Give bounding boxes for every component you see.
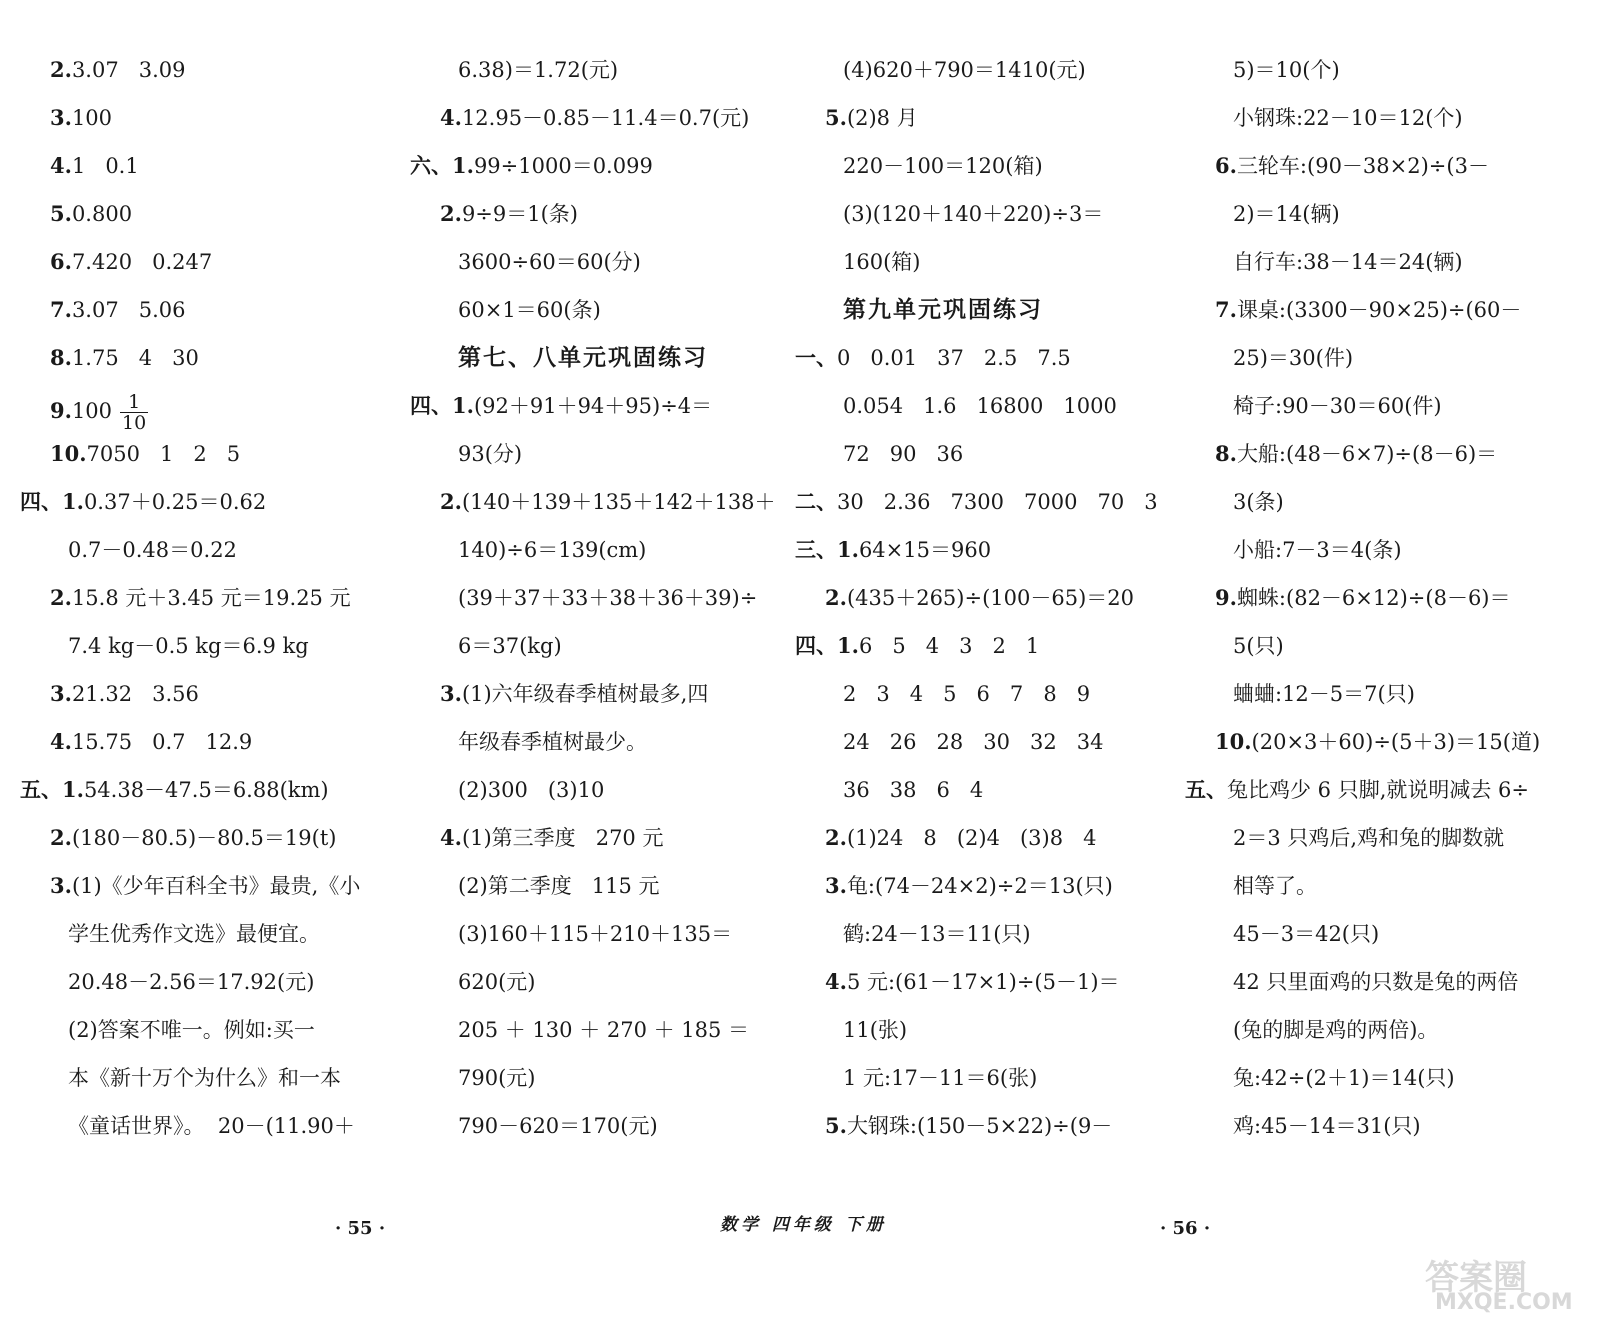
answer-text: 椅子:90－30＝60(件) bbox=[1233, 394, 1442, 418]
question-number: 四、1. bbox=[795, 633, 859, 658]
answer-line bbox=[795, 488, 1158, 516]
answer-text: (20×3＋60)÷(5＋3)＝15(道) bbox=[1251, 730, 1541, 754]
answer-line bbox=[458, 536, 646, 564]
question-number: 2. bbox=[825, 585, 847, 610]
answer-line bbox=[50, 584, 351, 612]
answer-text: 220－100＝120(箱) bbox=[843, 154, 1043, 178]
answer-text: (140＋139＋135＋142＋138＋ bbox=[461, 490, 776, 514]
question-number: 4. bbox=[440, 105, 462, 130]
answer-line bbox=[1233, 392, 1442, 420]
answer-text: 7050 1 2 5 bbox=[86, 442, 241, 466]
answer-text: (1)六年级春季植树最多,四 bbox=[461, 682, 709, 706]
question-number: 3. bbox=[50, 105, 72, 130]
answer-line bbox=[458, 1016, 749, 1044]
answer-line bbox=[50, 824, 336, 852]
answer-line bbox=[795, 632, 1039, 660]
question-number: 四、1. bbox=[410, 393, 474, 418]
question-number: 3. bbox=[50, 873, 72, 898]
answer-text: 小船:7－3＝4(条) bbox=[1233, 538, 1402, 562]
answer-text: 1.75 4 30 bbox=[71, 346, 199, 370]
answer-line bbox=[440, 680, 708, 708]
answer-line bbox=[843, 680, 1090, 708]
question-number: 9. bbox=[50, 398, 72, 423]
answer-text: 自行车:38－14＝24(辆) bbox=[1233, 250, 1463, 274]
answer-line bbox=[458, 968, 535, 996]
answer-text: (435＋265)÷(100－65)＝20 bbox=[846, 586, 1134, 610]
answer-line bbox=[440, 824, 663, 852]
answer-text: 3(条) bbox=[1233, 490, 1284, 514]
answer-line bbox=[50, 440, 240, 468]
answer-text: 11(张) bbox=[843, 1018, 908, 1042]
answer-line bbox=[1233, 488, 1284, 516]
question-number: 5. bbox=[825, 105, 847, 130]
answer-text: (2)300 (3)10 bbox=[458, 778, 605, 802]
answer-text: 大钢珠:(150－5×22)÷(9－ bbox=[846, 1114, 1113, 1138]
answer-line bbox=[843, 920, 1031, 948]
answer-text: 兔:42÷(2＋1)＝14(只) bbox=[1233, 1066, 1455, 1090]
answer-text: 36 38 6 4 bbox=[843, 778, 984, 802]
answer-text: 课桌:(3300－90×25)÷(60－ bbox=[1236, 298, 1522, 322]
answer-line bbox=[1233, 1016, 1438, 1044]
answer-text: 20.48－2.56＝17.92(元) bbox=[68, 970, 315, 994]
answer-text: 100 bbox=[71, 106, 113, 130]
answer-text: 学生优秀作文选》最便宜。 bbox=[68, 922, 320, 946]
answer-line bbox=[440, 488, 776, 516]
answer-text: (1)第三季度 270 元 bbox=[461, 826, 664, 850]
question-number: 五、 bbox=[1185, 777, 1227, 802]
question-number: 二、 bbox=[795, 489, 837, 514]
answer-line bbox=[1233, 536, 1402, 564]
answer-text: 6 5 4 3 2 1 bbox=[858, 634, 1040, 658]
answer-line bbox=[440, 104, 749, 132]
answer-line bbox=[50, 56, 185, 84]
answer-text: (39＋37＋33＋38＋36＋39)÷ bbox=[458, 586, 758, 610]
answer-text: 64×15＝960 bbox=[858, 538, 992, 562]
answer-line bbox=[795, 344, 1071, 372]
answer-text: 1 0.1 bbox=[71, 154, 139, 178]
question-number: 6. bbox=[1215, 153, 1237, 178]
answer-text: 3.07 3.09 bbox=[71, 58, 186, 82]
watermark-logo-text: 答案圈 bbox=[1425, 1258, 1527, 1298]
answer-line bbox=[50, 728, 252, 756]
question-number: 7. bbox=[1215, 297, 1237, 322]
answer-line bbox=[410, 392, 712, 420]
answer-line bbox=[1215, 584, 1511, 612]
answer-text: 《童话世界》。 20－(11.90＋ bbox=[68, 1114, 355, 1138]
answer-line bbox=[843, 56, 1086, 84]
answer-line bbox=[458, 248, 641, 276]
answer-line bbox=[1233, 1112, 1421, 1140]
fraction-denominator: 10 bbox=[122, 412, 147, 434]
answer-text: (3)160＋115＋210＋135＝ bbox=[458, 922, 733, 946]
answer-line bbox=[843, 776, 983, 804]
question-number: 8. bbox=[50, 345, 72, 370]
answer-line bbox=[843, 200, 1103, 228]
answer-text: 相等了。 bbox=[1233, 874, 1317, 898]
question-number: 7. bbox=[50, 297, 72, 322]
answer-text: 鹤:24－13＝11(只) bbox=[843, 922, 1031, 946]
answer-line bbox=[843, 728, 1103, 756]
answer-text: 0 0.01 37 2.5 7.5 bbox=[837, 346, 1071, 370]
answer-line bbox=[458, 920, 732, 948]
question-number: 2. bbox=[50, 585, 72, 610]
fraction-numerator: 1 bbox=[128, 391, 141, 413]
question-number: 5. bbox=[50, 201, 72, 226]
question-number: 2. bbox=[50, 57, 72, 82]
answer-text: 大船:(48－6×7)÷(8－6)＝ bbox=[1236, 442, 1498, 466]
answer-line bbox=[1233, 344, 1353, 372]
answer-line bbox=[1233, 968, 1518, 996]
question-number: 2. bbox=[440, 201, 462, 226]
answer-line bbox=[1233, 248, 1463, 276]
question-number: 2. bbox=[825, 825, 847, 850]
question-number: 四、1. bbox=[20, 489, 84, 514]
answer-text: 本《新十万个为什么》和一本 bbox=[68, 1066, 341, 1090]
answer-text: 99÷1000＝0.099 bbox=[473, 154, 653, 178]
answer-text: 42 只里面鸡的只数是兔的两倍 bbox=[1233, 970, 1519, 994]
answer-line bbox=[410, 152, 653, 180]
answer-text: 15.75 0.7 12.9 bbox=[71, 730, 253, 754]
watermark-logo bbox=[1385, 1250, 1585, 1320]
answer-text: 54.38－47.5＝6.88(km) bbox=[83, 778, 329, 802]
answer-line bbox=[1215, 728, 1540, 756]
question-number: 5. bbox=[825, 1113, 847, 1138]
answer-text: 3.07 5.06 bbox=[71, 298, 186, 322]
answer-line bbox=[50, 248, 212, 276]
answer-line bbox=[1233, 632, 1284, 660]
question-number: 4. bbox=[440, 825, 462, 850]
answer-text: 6＝37(kg) bbox=[458, 634, 562, 658]
answer-line bbox=[68, 1016, 315, 1044]
answer-line bbox=[843, 152, 1043, 180]
answer-text: (2)8 月 bbox=[846, 106, 918, 130]
answer-line bbox=[825, 872, 1113, 900]
answer-line bbox=[458, 872, 660, 900]
answer-line bbox=[458, 632, 562, 660]
answer-line bbox=[50, 200, 132, 228]
answer-line bbox=[843, 248, 920, 276]
answer-line bbox=[458, 56, 618, 84]
question-number: 10. bbox=[1215, 729, 1252, 754]
fraction bbox=[120, 392, 148, 433]
watermark-site-text: MXQE.COM bbox=[1435, 1290, 1573, 1315]
answer-line bbox=[843, 392, 1117, 420]
question-number: 4. bbox=[825, 969, 847, 994]
answer-line bbox=[50, 392, 148, 433]
answer-text: 0.7－0.48＝0.22 bbox=[68, 538, 237, 562]
answer-line bbox=[20, 776, 329, 804]
answer-text: 72 90 36 bbox=[843, 442, 964, 466]
question-number: 4. bbox=[50, 729, 72, 754]
answer-line bbox=[68, 1112, 355, 1140]
answer-text: 3600÷60＝60(分) bbox=[458, 250, 641, 274]
answer-line bbox=[1215, 152, 1489, 180]
section-heading: 第七、八单元巩固练习 bbox=[458, 344, 708, 371]
question-number: 8. bbox=[1215, 441, 1237, 466]
answer-text: 2＝3 只鸡后,鸡和兔的脚数就 bbox=[1233, 826, 1505, 850]
answer-line bbox=[458, 776, 604, 804]
answer-text: 100 bbox=[71, 399, 113, 423]
question-number: 3. bbox=[440, 681, 462, 706]
answer-text: 790－620＝170(元) bbox=[458, 1114, 658, 1138]
answer-line bbox=[68, 920, 320, 948]
question-number: 六、1. bbox=[410, 153, 474, 178]
answer-line bbox=[825, 824, 1096, 852]
answer-text: 2)＝14(辆) bbox=[1233, 202, 1340, 226]
question-number: 三、1. bbox=[795, 537, 859, 562]
answer-line bbox=[458, 584, 757, 612]
answer-text: 三轮车:(90－38×2)÷(3－ bbox=[1236, 154, 1489, 178]
answer-line bbox=[458, 296, 601, 324]
page-number-left: · 55 · bbox=[335, 1218, 386, 1239]
answer-line bbox=[458, 440, 522, 468]
answer-text: 24 26 28 30 32 34 bbox=[843, 730, 1104, 754]
answer-text: 0.054 1.6 16800 1000 bbox=[843, 394, 1117, 418]
answer-line bbox=[825, 1112, 1112, 1140]
answer-line bbox=[825, 104, 918, 132]
answer-line bbox=[1233, 680, 1415, 708]
answer-text: (3)(120＋140＋220)÷3＝ bbox=[843, 202, 1104, 226]
answer-line bbox=[843, 1016, 907, 1044]
answer-line bbox=[50, 680, 199, 708]
answer-text: 9÷9＝1(条) bbox=[461, 202, 579, 226]
answer-line bbox=[1215, 296, 1521, 324]
answer-text: 兔比鸡少 6 只脚,就说明减去 6÷ bbox=[1227, 778, 1530, 802]
answer-line bbox=[1233, 1064, 1455, 1092]
answer-text: 205 ＋ 130 ＋ 270 ＋ 185 ＝ bbox=[458, 1018, 750, 1042]
question-number: 2. bbox=[440, 489, 462, 514]
answer-line bbox=[825, 968, 1120, 996]
answer-text: 2 3 4 5 6 7 8 9 bbox=[843, 682, 1091, 706]
answer-line bbox=[825, 584, 1134, 612]
answer-text: 蜘蛛:(82－6×12)÷(8－6)＝ bbox=[1236, 586, 1511, 610]
answer-line bbox=[795, 536, 991, 564]
answer-text: (92＋91＋94＋95)÷4＝ bbox=[473, 394, 713, 418]
answer-text: (兔的脚是鸡的两倍)。 bbox=[1233, 1018, 1439, 1042]
answer-text: 0.800 bbox=[71, 202, 133, 226]
answer-text: 140)÷6＝139(cm) bbox=[458, 538, 647, 562]
answer-text: 6.38)＝1.72(元) bbox=[458, 58, 619, 82]
answer-line bbox=[458, 1112, 658, 1140]
answer-text: 小钢珠:22－10＝12(个) bbox=[1233, 106, 1463, 130]
question-number: 10. bbox=[50, 441, 87, 466]
answer-text: (2)第二季度 115 元 bbox=[458, 874, 660, 898]
answer-line bbox=[50, 344, 199, 372]
answer-text: 160(箱) bbox=[843, 250, 921, 274]
answer-line bbox=[50, 296, 185, 324]
answer-text: 60×1＝60(条) bbox=[458, 298, 601, 322]
answer-line bbox=[458, 728, 647, 756]
page-number-right: · 56 · bbox=[1160, 1218, 1211, 1239]
answer-text: 7.420 0.247 bbox=[71, 250, 213, 274]
answer-text: 620(元) bbox=[458, 970, 536, 994]
answer-line bbox=[1233, 872, 1317, 900]
answer-line bbox=[68, 632, 309, 660]
question-number: 3. bbox=[825, 873, 847, 898]
answer-text: 0.37＋0.25＝0.62 bbox=[83, 490, 267, 514]
answer-line bbox=[843, 1064, 1037, 1092]
answer-text: 12.95－0.85－11.4＝0.7(元) bbox=[461, 106, 750, 130]
answer-text: 1 元:17－11＝6(张) bbox=[843, 1066, 1038, 1090]
answer-line bbox=[20, 488, 266, 516]
answer-text: 45－3＝42(只) bbox=[1233, 922, 1380, 946]
answer-line bbox=[440, 200, 578, 228]
answer-text: 龟:(74－24×2)÷2＝13(只) bbox=[846, 874, 1113, 898]
answer-text: (180－80.5)－80.5＝19(t) bbox=[71, 826, 337, 850]
question-number: 五、1. bbox=[20, 777, 84, 802]
answer-line bbox=[1233, 824, 1504, 852]
answer-text: 15.8 元＋3.45 元＝19.25 元 bbox=[71, 586, 351, 610]
answer-text: 93(分) bbox=[458, 442, 523, 466]
question-number: 9. bbox=[1215, 585, 1237, 610]
answer-text: (4)620＋790＝1410(元) bbox=[843, 58, 1086, 82]
answer-line bbox=[1233, 104, 1463, 132]
answer-line bbox=[843, 440, 963, 468]
section-heading: 第九单元巩固练习 bbox=[843, 296, 1043, 323]
book-footer: 数学 四年级 下册 bbox=[720, 1215, 887, 1235]
answer-line bbox=[458, 1064, 535, 1092]
answer-text: 21.32 3.56 bbox=[71, 682, 199, 706]
answer-text: 5 元:(61－17×1)÷(5－1)＝ bbox=[846, 970, 1120, 994]
answer-text: 鸡:45－14＝31(只) bbox=[1233, 1114, 1421, 1138]
answer-text: (1)《少年百科全书》最贵,《小 bbox=[71, 874, 361, 898]
answer-line bbox=[50, 104, 112, 132]
answer-text: 790(元) bbox=[458, 1066, 536, 1090]
answer-text: 5(只) bbox=[1233, 634, 1284, 658]
answer-text: 年级春季植树最少。 bbox=[458, 730, 647, 754]
answer-line bbox=[50, 872, 360, 900]
answer-text: 25)＝30(件) bbox=[1233, 346, 1354, 370]
answer-line bbox=[50, 152, 139, 180]
answer-text: 7.4 kg－0.5 kg＝6.9 kg bbox=[68, 634, 309, 658]
question-number: 2. bbox=[50, 825, 72, 850]
answer-text: (2)答案不唯一。例如:买一 bbox=[68, 1018, 315, 1042]
question-number: 一、 bbox=[795, 345, 837, 370]
answer-line bbox=[68, 968, 314, 996]
answer-line bbox=[68, 536, 237, 564]
answer-line bbox=[1233, 200, 1340, 228]
answer-line bbox=[1215, 440, 1497, 468]
question-number: 3. bbox=[50, 681, 72, 706]
question-number: 6. bbox=[50, 249, 72, 274]
answer-text: 30 2.36 7300 7000 70 3 bbox=[837, 490, 1158, 514]
answer-line bbox=[1233, 56, 1340, 84]
answer-text: (1)24 8 (2)4 (3)8 4 bbox=[846, 826, 1097, 850]
answer-line bbox=[1233, 920, 1379, 948]
answer-text: 蛐蛐:12－5＝7(只) bbox=[1233, 682, 1415, 706]
answer-line bbox=[1185, 776, 1529, 804]
question-number: 4. bbox=[50, 153, 72, 178]
answer-text: 5)＝10(个) bbox=[1233, 58, 1340, 82]
answer-line bbox=[68, 1064, 341, 1092]
